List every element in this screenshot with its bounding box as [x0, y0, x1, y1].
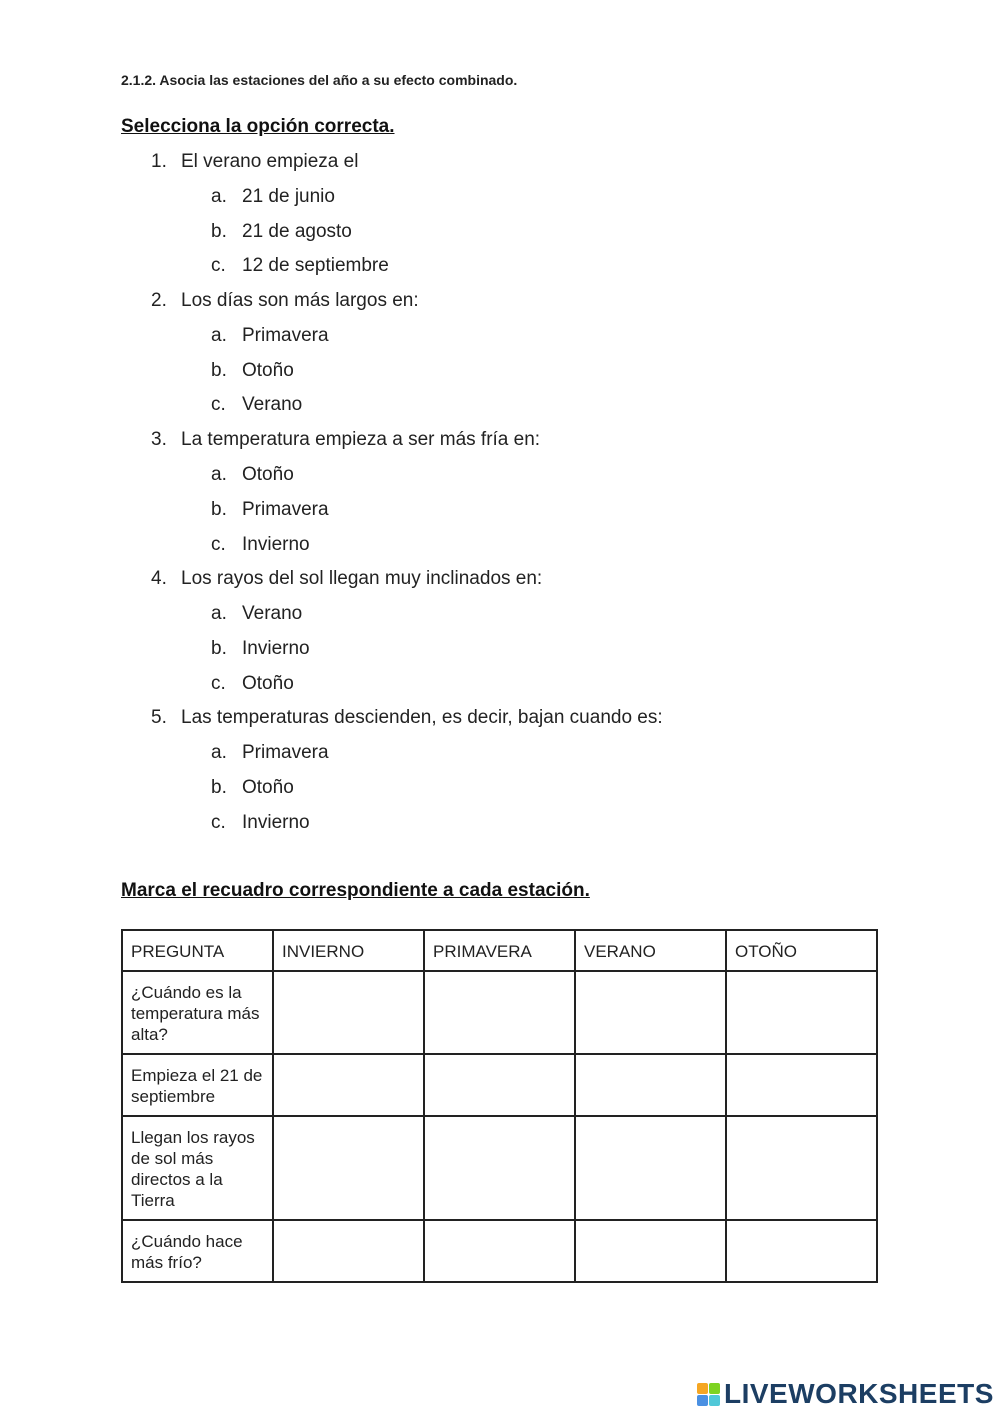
question-number: 3.: [151, 429, 167, 451]
option-letter: a.: [211, 325, 227, 347]
answer-option[interactable]: [0, 254, 1000, 289]
answer-option[interactable]: [0, 672, 1000, 707]
answer-cell[interactable]: [424, 1116, 575, 1220]
answer-cell[interactable]: [726, 971, 877, 1054]
header-primavera: PRIMAVERA: [424, 930, 575, 971]
option-letter: c.: [211, 255, 226, 277]
row-question: ¿Cuándo es la temperatura más alta?: [122, 971, 273, 1054]
answer-option[interactable]: [0, 533, 1000, 568]
option-letter: b.: [211, 776, 227, 798]
logo-text: LIVEWORKSHEETS: [724, 1378, 994, 1409]
option-text: Verano: [242, 603, 303, 625]
question-text: La temperatura empieza a ser más fría en:: [181, 429, 541, 451]
table-row: [122, 971, 877, 1054]
seasons-table: [121, 929, 878, 1283]
answer-cell[interactable]: [575, 971, 726, 1054]
option-text: Primavera: [242, 325, 329, 347]
answer-cell[interactable]: [273, 1116, 424, 1220]
answer-cell[interactable]: [726, 1116, 877, 1220]
answer-option[interactable]: [0, 359, 1000, 394]
option-letter: a.: [211, 742, 227, 764]
answer-option[interactable]: [0, 776, 1000, 811]
option-text: Verano: [242, 394, 303, 416]
question-2: [0, 289, 1000, 324]
answer-option[interactable]: [0, 637, 1000, 672]
table-row: [122, 1116, 877, 1220]
row-question: Llegan los rayos de sol más directos a la Tierra: [122, 1116, 273, 1220]
section2-heading: Marca el recuadro correspondiente a cada estación.: [121, 880, 590, 901]
question-5: [0, 706, 1000, 741]
table-row: [122, 1220, 877, 1282]
option-text: Invierno: [242, 533, 310, 555]
option-text: 21 de junio: [242, 186, 335, 207]
answer-option[interactable]: [0, 463, 1000, 498]
answer-cell[interactable]: [575, 1054, 726, 1116]
question-text: Las temperaturas descienden, es decir, bajan cuando es:: [181, 707, 663, 729]
option-text: Invierno: [242, 637, 310, 659]
question-4: [0, 567, 1000, 602]
multiple-choice-quiz: [0, 150, 1000, 845]
header-invierno: INVIERNO: [273, 930, 424, 971]
row-question: ¿Cuándo hace más frío?: [122, 1220, 273, 1282]
option-letter: b.: [211, 220, 227, 242]
answer-option[interactable]: [0, 602, 1000, 637]
option-letter: b.: [211, 359, 227, 381]
header-otono: OTOÑO: [726, 930, 877, 971]
option-text: Otoño: [242, 359, 294, 381]
question-1: [0, 150, 1000, 185]
answer-cell[interactable]: [726, 1054, 877, 1116]
answer-option[interactable]: [0, 741, 1000, 776]
activity-subtitle: 2.1.2. Asocia las estaciones del año a su efecto combinado.: [121, 72, 518, 88]
option-text: Otoño: [242, 776, 294, 798]
option-letter: c.: [211, 533, 226, 555]
answer-cell[interactable]: [424, 1220, 575, 1282]
answer-cell[interactable]: [726, 1220, 877, 1282]
section1-heading: Selecciona la opción correcta.: [121, 116, 395, 137]
logo-mark-tile: [709, 1395, 720, 1406]
liveworksheets-logo: [697, 1378, 994, 1410]
option-letter: c.: [211, 672, 226, 694]
option-letter: c.: [211, 394, 226, 416]
option-text: Primavera: [242, 742, 329, 764]
option-letter: a.: [211, 186, 227, 207]
answer-cell[interactable]: [575, 1116, 726, 1220]
answer-cell[interactable]: [273, 1220, 424, 1282]
answer-cell[interactable]: [273, 971, 424, 1054]
option-letter: b.: [211, 637, 227, 659]
answer-cell[interactable]: [424, 971, 575, 1054]
question-number: 4.: [151, 568, 167, 590]
logo-mark-tile: [709, 1383, 720, 1394]
option-text: Otoño: [242, 672, 294, 694]
option-text: Primavera: [242, 498, 329, 520]
logo-mark-tile: [697, 1395, 708, 1406]
answer-cell[interactable]: [424, 1054, 575, 1116]
option-letter: b.: [211, 498, 227, 520]
header-pregunta: PREGUNTA: [122, 930, 273, 971]
question-3: [0, 428, 1000, 463]
option-text: Otoño: [242, 464, 294, 486]
question-text: Los rayos del sol llegan muy inclinados en:: [181, 568, 543, 590]
answer-option[interactable]: [0, 185, 1000, 220]
answer-option[interactable]: [0, 393, 1000, 428]
option-text: 12 de septiembre: [242, 255, 389, 277]
answer-option[interactable]: [0, 324, 1000, 359]
answer-cell[interactable]: [273, 1054, 424, 1116]
logo-mark-tile: [697, 1383, 708, 1394]
question-number: 5.: [151, 707, 167, 729]
table-header-row: [122, 930, 877, 971]
option-letter: a.: [211, 464, 227, 486]
answer-option[interactable]: [0, 498, 1000, 533]
option-letter: c.: [211, 811, 226, 833]
question-number: 2.: [151, 290, 167, 312]
table-row: [122, 1054, 877, 1116]
row-question: Empieza el 21 de septiembre: [122, 1054, 273, 1116]
answer-option[interactable]: [0, 811, 1000, 846]
question-number: 1.: [151, 151, 167, 172]
option-text: 21 de agosto: [242, 220, 352, 242]
question-text: Los días son más largos en:: [181, 290, 419, 312]
option-text: Invierno: [242, 811, 310, 833]
header-verano: VERANO: [575, 930, 726, 971]
answer-cell[interactable]: [575, 1220, 726, 1282]
question-text: El verano empieza el: [181, 151, 359, 172]
answer-option[interactable]: [0, 220, 1000, 255]
logo-mark-icon: [697, 1383, 720, 1406]
option-letter: a.: [211, 603, 227, 625]
